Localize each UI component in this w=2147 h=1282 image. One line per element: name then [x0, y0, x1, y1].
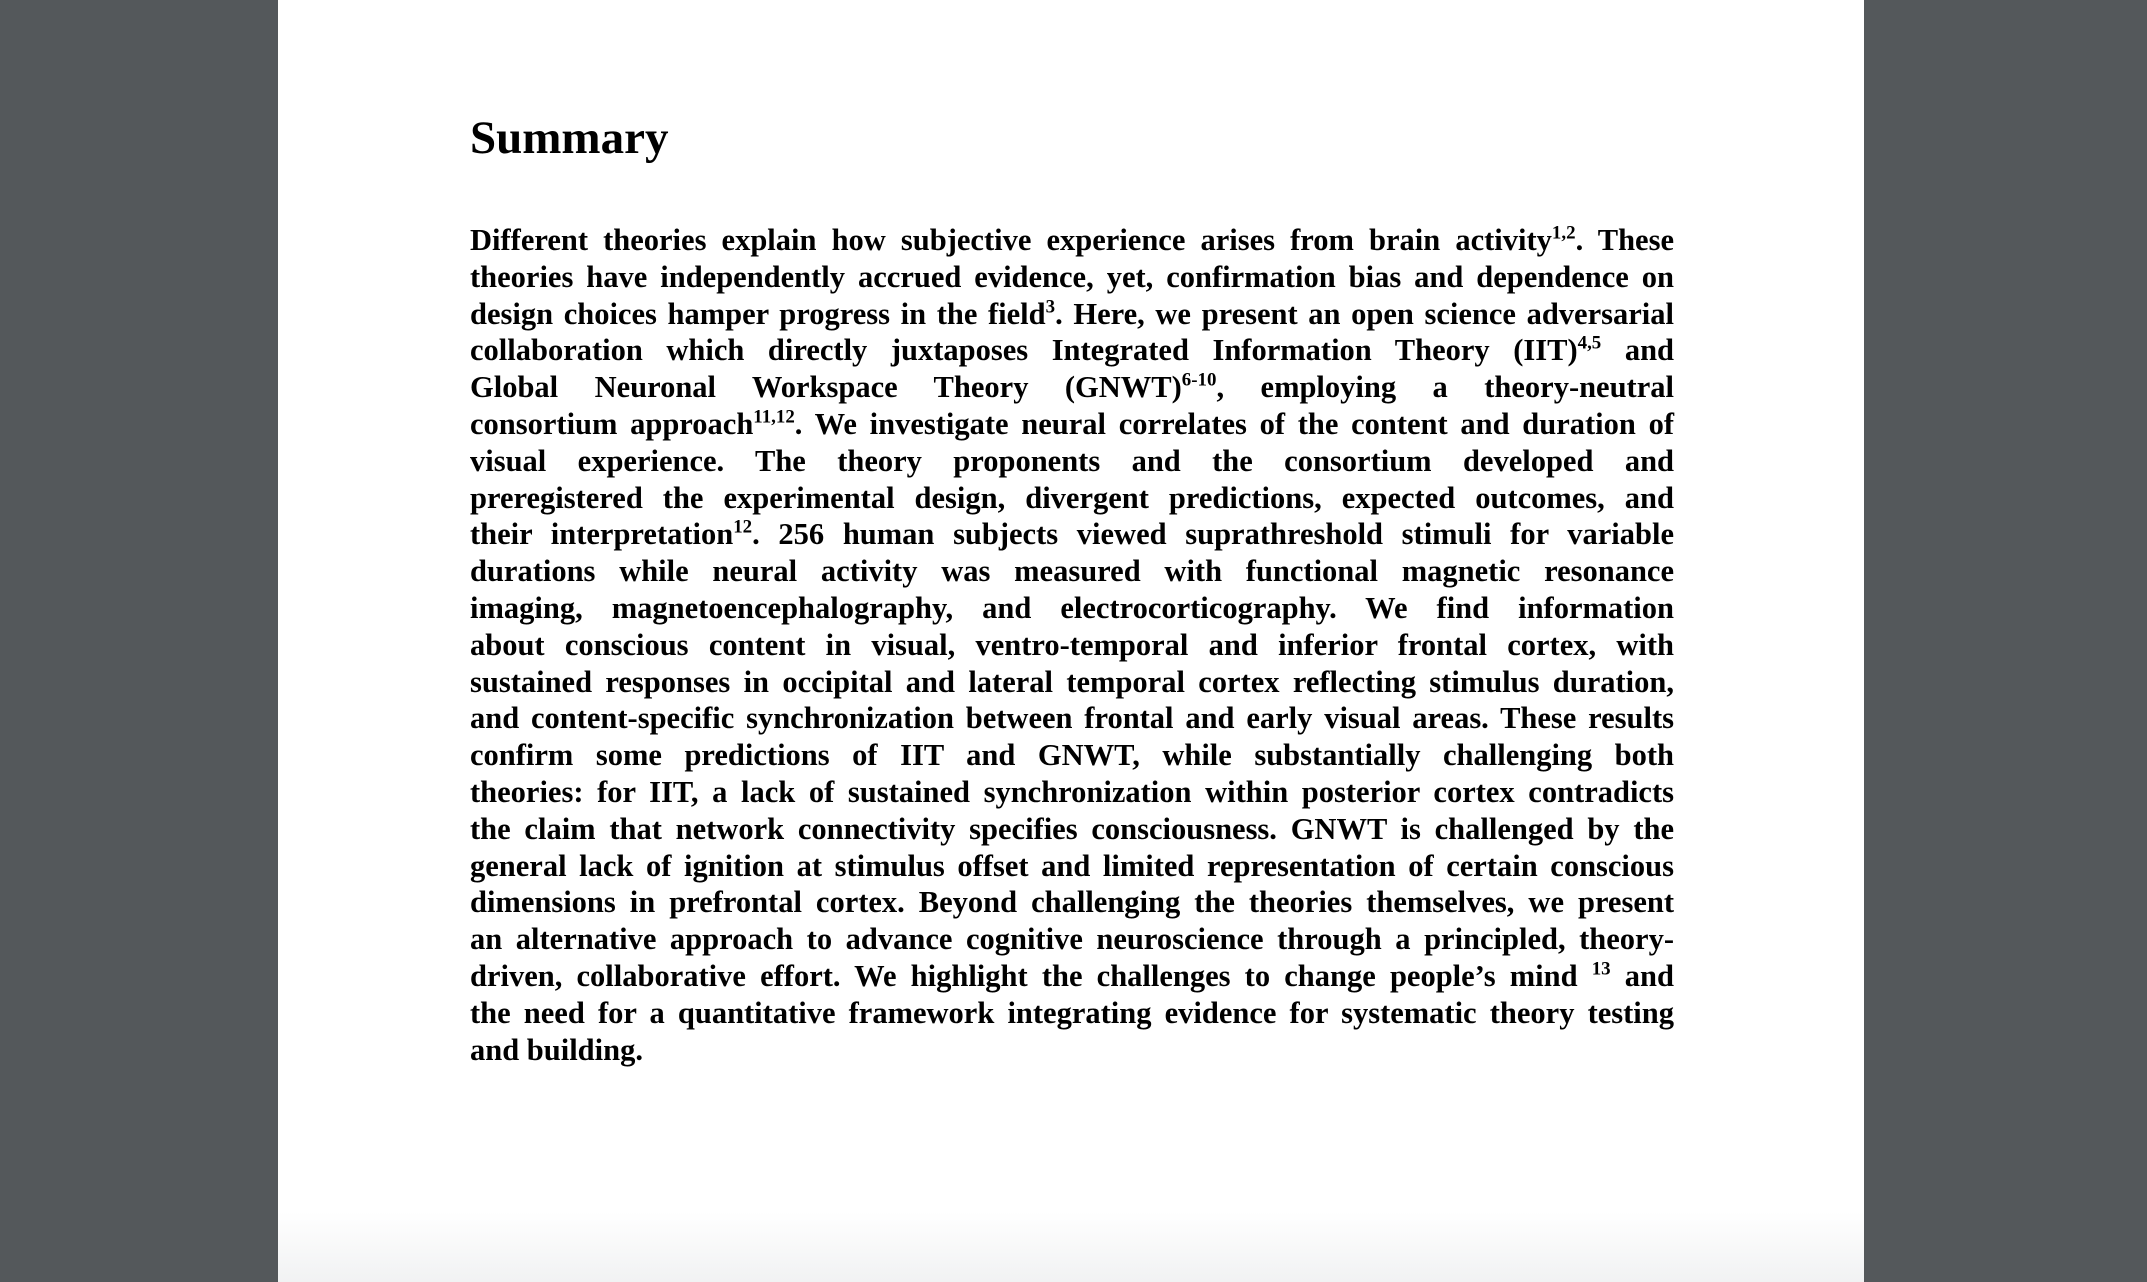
abstract-text: and building. — [470, 1032, 643, 1067]
abstract-text: collaboration which directly juxtaposes Integrated Information Theory (IIT) — [470, 333, 1578, 368]
abstract-line — [470, 296, 1674, 333]
abstract-line — [470, 811, 1674, 848]
abstract-text: durations while neural activity was measured with functional magnetic resonance — [470, 554, 1674, 589]
document-page — [278, 0, 1864, 1282]
abstract-line — [470, 627, 1674, 664]
abstract-text: sustained responses in occipital and lateral temporal cortex reflecting stimulus duration, — [470, 664, 1674, 699]
abstract-text: an alternative approach to advance cognitive neuroscience through a principled, theory- — [470, 922, 1674, 957]
citation-superscript: 4,5 — [1577, 332, 1602, 354]
abstract-text: theories: for IIT, a lack of sustained synchronization within posterior cortex contradicts — [470, 774, 1674, 809]
abstract-line — [470, 958, 1674, 995]
abstract-text: . We investigate neural correlates of the content and duration of — [794, 406, 1674, 441]
abstract-line — [470, 553, 1674, 590]
abstract-text: visual experience. The theory proponents and the consortium developed and — [470, 443, 1674, 478]
abstract-text: design choices hamper progress in the field — [470, 296, 1046, 331]
abstract-line — [470, 369, 1674, 406]
abstract-text: and content-specific synchronization between frontal and early visual areas. These results — [470, 701, 1674, 736]
abstract-line — [470, 443, 1674, 480]
abstract-text: . Here, we present an open science adversarial — [1055, 296, 1674, 331]
abstract-line — [470, 259, 1674, 296]
abstract-line — [470, 995, 1674, 1032]
abstract-line — [470, 1032, 1674, 1069]
abstract-text: and — [1610, 958, 1674, 993]
abstract-line — [470, 480, 1674, 517]
abstract-text: general lack of ignition at stimulus offset and limited representation of certain conscious — [470, 848, 1674, 883]
abstract-text: Global Neuronal Workspace Theory (GNWT) — [470, 370, 1182, 405]
abstract-text: dimensions in prefrontal cortex. Beyond challenging the theories themselves, we present — [470, 885, 1674, 920]
citation-superscript: 1,2 — [1551, 222, 1576, 244]
abstract-line — [470, 516, 1674, 553]
citation-superscript: 6-10 — [1181, 369, 1217, 391]
abstract-line — [470, 848, 1674, 885]
abstract-line — [470, 664, 1674, 701]
citation-superscript: 3 — [1045, 295, 1056, 317]
abstract-line — [470, 332, 1674, 369]
abstract-text: the claim that network connectivity specifies consciousness. GNWT is challenged by the — [470, 811, 1674, 846]
abstract-text: the need for a quantitative framework integrating evidence for systematic theory testing — [470, 995, 1674, 1030]
abstract-text: , employing a theory-neutral — [1216, 370, 1674, 405]
citation-superscript: 11,12 — [753, 406, 795, 428]
abstract-text: preregistered the experimental design, divergent predictions, expected outcomes, and — [470, 480, 1674, 515]
citation-superscript: 12 — [733, 516, 753, 538]
abstract-text: driven, collaborative effort. We highlight the challenges to change people’s mind — [470, 958, 1592, 993]
abstract-line — [470, 406, 1674, 443]
abstract-text: about conscious content in visual, ventro-temporal and inferior frontal cortex, with — [470, 627, 1674, 662]
abstract-line — [470, 222, 1674, 259]
abstract-text: and — [1601, 333, 1674, 368]
abstract-line — [470, 590, 1674, 627]
page-bottom-edge — [278, 1212, 1864, 1282]
abstract-line — [470, 774, 1674, 811]
abstract-line — [470, 921, 1674, 958]
abstract-text: confirm some predictions of IIT and GNWT, while substantially challenging both — [470, 738, 1674, 773]
abstract-text: their interpretation — [470, 517, 734, 552]
abstract-text: . 256 human subjects viewed suprathreshold stimuli for variable — [752, 517, 1674, 552]
abstract-line — [470, 737, 1674, 774]
abstract-paragraph — [470, 222, 1674, 1068]
abstract-text: imaging, magnetoencephalography, and electrocorticography. We find information — [470, 590, 1674, 625]
abstract-text: theories have independently accrued evidence, yet, confirmation bias and dependence on — [470, 259, 1674, 294]
citation-superscript: 13 — [1591, 958, 1611, 980]
abstract-text: consortium approach — [470, 406, 754, 441]
abstract-text: . These — [1575, 223, 1675, 257]
abstract-line — [470, 884, 1674, 921]
section-heading: Summary — [470, 112, 669, 164]
abstract-text: Different theories explain how subjective experience arises from brain activity — [470, 223, 1552, 257]
abstract-line — [470, 700, 1674, 737]
